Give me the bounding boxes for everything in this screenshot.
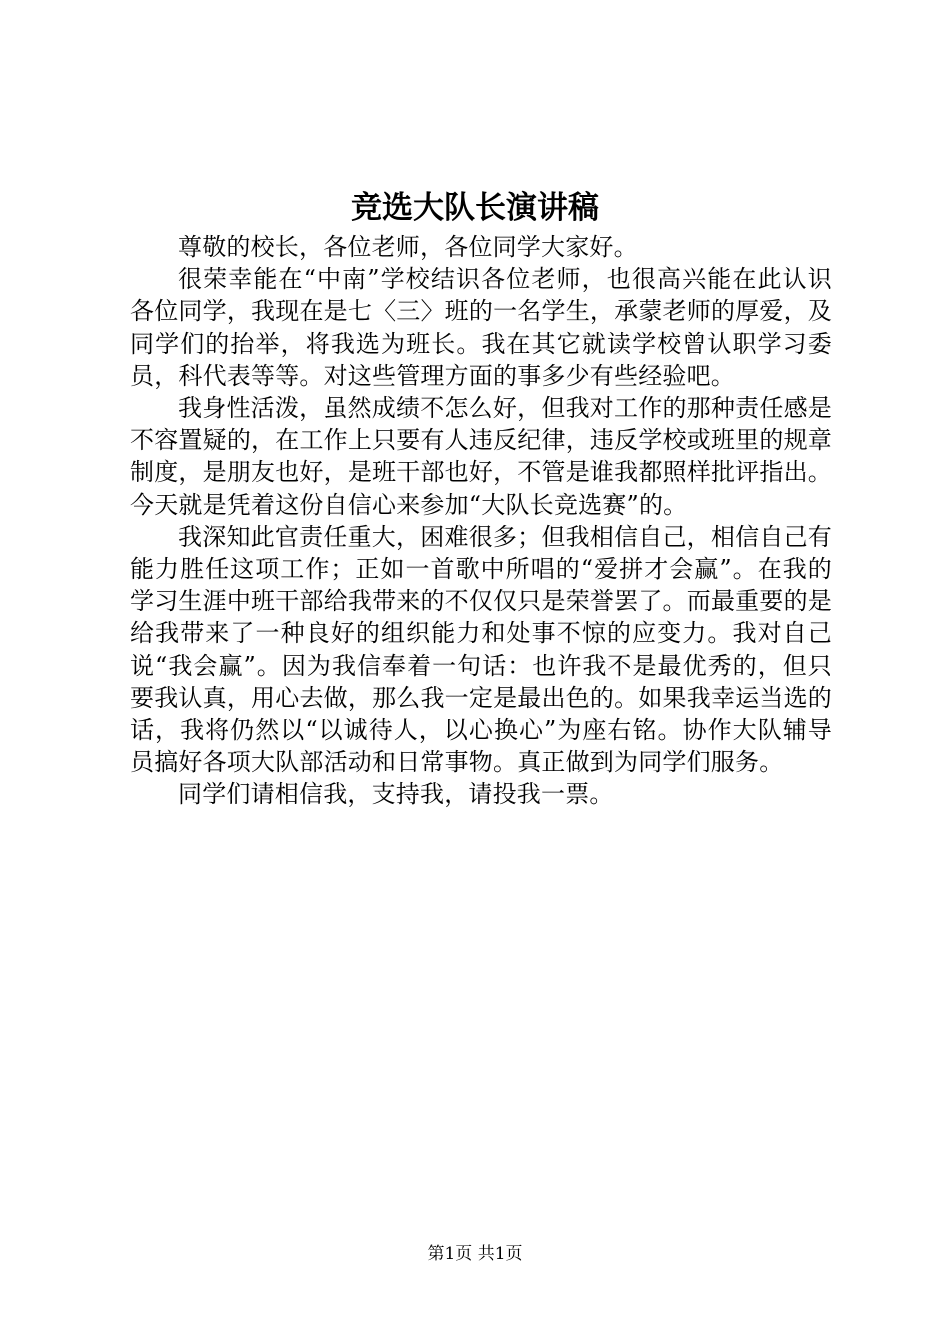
paragraph-introduction: 很荣幸能在“中南”学校结识各位老师，也很高兴能在此认识各位同学，我现在是七〈三〉班的一名学生，承蒙老师的厚爱，及同学们的抬举，将我选为班长。我在其它就读学校曾认职学习委员，科代表等等。对这些管理方面的事多少有些经验吧。 (130, 265, 832, 390)
document-body (130, 231, 832, 811)
page-footer: 第1页 共1页 (427, 1244, 523, 1264)
paragraph-personality: 我身性活泼，虽然成绩不怎么好，但我对工作的那种责任感是不容置疑的，在工作上只要有人违反纪律，违反学校或班里的规章制度，是朋友也好，是班干部也好，不管是谁我都照样批评指出。今天就是凭着这份自信心来参加“大队长竞选赛”的。 (130, 394, 832, 519)
document-title: 竞选大队长演讲稿 (351, 190, 599, 226)
paragraph-commitment: 我深知此官责任重大，困难很多；但我相信自己，相信自己有能力胜任这项工作；正如一首歌中所唱的“爱拼才会赢”。在我的学习生涯中班干部给我带来的不仅仅只是荣誉罢了。而最重要的是给我带来了一种良好的组织能力和处事不惊的应变力。我对自己说“我会赢”。因为我信奉着一句话：也许我不是最优秀的，但只要我认真，用心去做，那么我一定是最出色的。如果我幸运当选的话，我将仍然以“以诚待人，以心换心”为座右铭。协作大队辅导员搞好各项大队部活动和日常事物。真正做到为同学们服务。 (130, 522, 832, 777)
paragraph-closing: 同学们请相信我，支持我，请投我一票。 (178, 780, 614, 809)
paragraph-greeting: 尊敬的校长，各位老师，各位同学大家好。 (178, 233, 638, 261)
